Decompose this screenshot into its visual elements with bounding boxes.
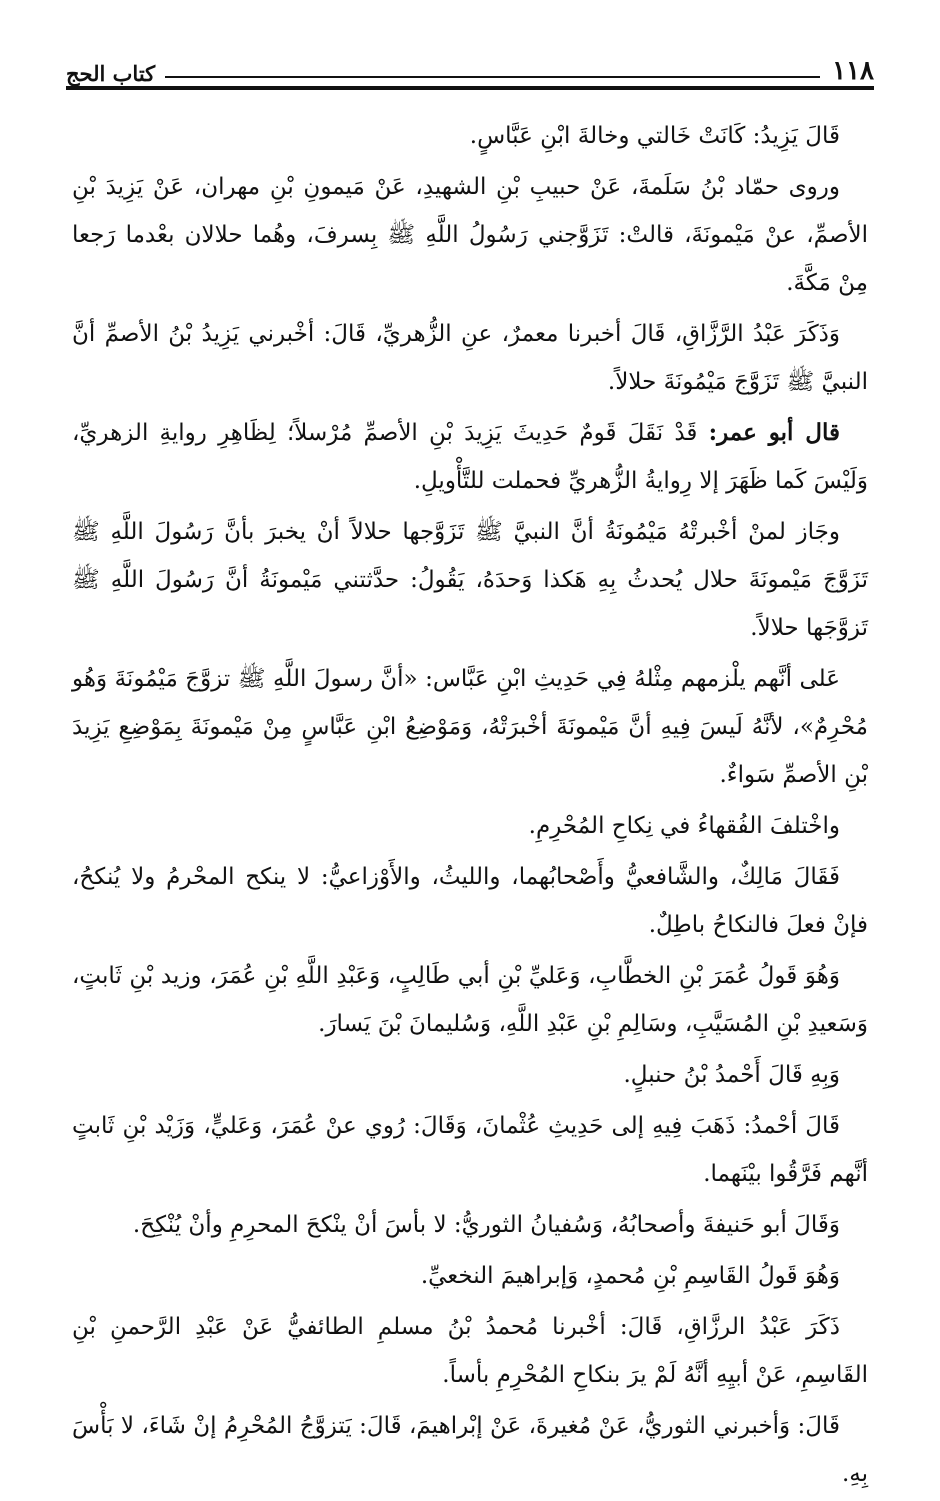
running-header: [66, 40, 874, 84]
paragraph-text: واخْتلفَ الفُقهاءُ في نِكاحِ المُحْرِمِ.: [528, 813, 840, 839]
paragraph: [72, 310, 868, 406]
page-body: [72, 112, 868, 1501]
paragraph: [72, 802, 868, 850]
paragraph: [72, 1201, 868, 1249]
paragraph: [72, 952, 868, 1048]
paragraph-text: وَبِهِ قَالَ أَحْمدُ بْنُ حنبلٍ.: [623, 1062, 840, 1088]
paragraph: [72, 112, 868, 160]
paragraph-text: وجَاز لمنْ أخْبرتْهُ مَيْمُونَةُ أنَّ النبيَّ ﷺ تَزَوَّجها حلالاً أنْ يخبرَ بأنَّ رَسُولَ اللَّهِ ﷺ تَزَوَّجَ مَيْمونَةَ حلال يُحدثُ بِهِ هَكذا وَحدَهُ، يَقُولُ: حدَّثتني مَيْمونَةُ أنَّ رَسُولَ اللَّهِ ﷺ تَزوَّجَها حلالاً.: [72, 519, 868, 641]
paragraph: [72, 853, 868, 949]
paragraph: [72, 655, 868, 799]
page-number: ١١٨: [832, 56, 874, 86]
paragraph: [72, 1303, 868, 1399]
paragraph-text: وَهُوَ قَولُ عُمَرَ بْنِ الخطَّابِ، وَعَليِّ بْنِ أبي طَالِبٍ، وَعَبْدِ اللَّهِ بْنِ عُمَرَ، وزيد بْنِ ثَابتٍ، وَسَعيدِ بْنِ المُسَيَّبِ، وسَالِمِ بْنِ عَبْدِ اللَّهِ، وَسُليمانَ بْنَ يَسارَ.: [72, 963, 868, 1037]
paragraph: [72, 1402, 868, 1498]
paragraph: [72, 1252, 868, 1300]
paragraph: [72, 1051, 868, 1099]
paragraph-text: وَذَكَرَ عَبْدُ الرَّزَّاقِ، قَالَ أخبرنا معمرٌ، عنِ الزُّهريِّ، قَالَ: أخْبرني يَزِيدُ بْنُ الأصمِّ أنَّ النبيَّ ﷺ تَزَوَّجَ مَيْمُونَةَ حلالاً.: [72, 321, 868, 395]
paragraph: [72, 409, 868, 505]
paragraph-text: قَدْ نَقَلَ قَومٌ حَدِيثَ يَزِيدَ بْنِ الأصمِّ مُرْسلاً؛ لِظَاهِرِ روايةِ الزهريِّ، وَلَيْسَ كَما ظَهَرَ إلا رِوايةُ الزُّهريِّ فحملت للتَّأْويلِ.: [72, 420, 868, 494]
header-line: [165, 76, 820, 78]
book-title: كتاب الحج: [66, 61, 156, 86]
paragraph-text: قَالَ يَزِيدُ: كَانَتْ خَالتي وخالةَ ابْنِ عَبَّاسٍ.: [469, 123, 840, 149]
paragraph-text: فَقَالَ مَالِكٌ، والشَّافعيُّ وأَصْحابُهما، والليثُ، والأَوْزاعيُّ: لا ينكح المحْرمُ ولا يُنكحُ، فإنْ فعلَ فالنكاحُ باطِلٌ.: [72, 864, 868, 938]
paragraph-text: وروى حمّاد بْنُ سَلَمةَ، عَنْ حبيبِ بْنِ الشهيدِ، عَنْ مَيمونِ بْنِ مهران، عَنْ يَزِيدَ بْنِ الأصمِّ، عنْ مَيْمونَةَ، قالتْ: تَزَوَّجني رَسُولُ اللَّهِ ﷺ بِسرفَ، وهُما حلالان بعْدما رَجعا مِنْ مَكَّةَ.: [72, 174, 868, 296]
paragraph-text: عَلى أنَّهم يلْزمهم مِثْلهُ فِي حَدِيثِ ابْنِ عَبَّاس: «أنَّ رسولَ اللَّهِ ﷺ تزوَّجَ مَيْمُونَةَ وَهُو مُحْرِمٌ»، لأنَّهُ لَيسَ فِيهِ أنَّ مَيْمونَةَ أخْبرَتْهُ، وَمَوْضِعُ ابْنِ عَبَّاسٍ مِنْ مَيْمونَةَ بِمَوْضِعِ يَزِيدَ بْنِ الأصمِّ سَواءٌ.: [72, 666, 868, 788]
header-rule: [66, 86, 874, 90]
paragraph: [72, 508, 868, 652]
paragraph-text: وَقَالَ أبو حَنيفةَ وأصحابُهُ، وَسُفيانُ الثوريُّ: لا بأسَ أنْ ينْكحَ المحرِمِ وأنْ يُنْكِحَ.: [132, 1212, 840, 1238]
paragraph-text: ذَكَرَ عَبْدُ الرزَّاقِ، قَالَ: أخْبرنا مُحمدُ بْنُ مسلمِ الطائفيُّ عَنْ عَبْدِ الرَّحمنِ بْنِ القَاسِمِ، عَنْ أبيِهِ أنَّهُ لَمْ يرَ بنكاحِ المُحْرِمِ بأساً.: [72, 1314, 868, 1388]
paragraph: [72, 1102, 868, 1198]
paragraph-text: قَالَ أحْمدُ: ذَهَبَ فِيهِ إلى حَدِيثِ عُثْمانَ، وَقَالَ: رُوي عنْ عُمَرَ، وَعَليٍّ، وَزَيْد بْنِ ثَابتٍ أنَّهم فَرَّقُوا بيْنَهما.: [72, 1113, 868, 1187]
speaker-label: قال أبو عمر:: [708, 419, 840, 446]
paragraph: [72, 163, 868, 307]
paragraph-text: قَالَ: وَأخبرني الثوريُّ، عَنْ مُغيرةَ، عَنْ إبْراهيمَ، قَالَ: يَتزوَّجُ المُحْرِمُ إنْ شَاءَ، لا بَأْسَ بِهِ.: [72, 1413, 868, 1487]
paragraph-text: وَهُوَ قَولُ القَاسِمِ بْنِ مُحمدٍ، وَإبراهيمَ النخعيِّ.: [420, 1263, 840, 1289]
